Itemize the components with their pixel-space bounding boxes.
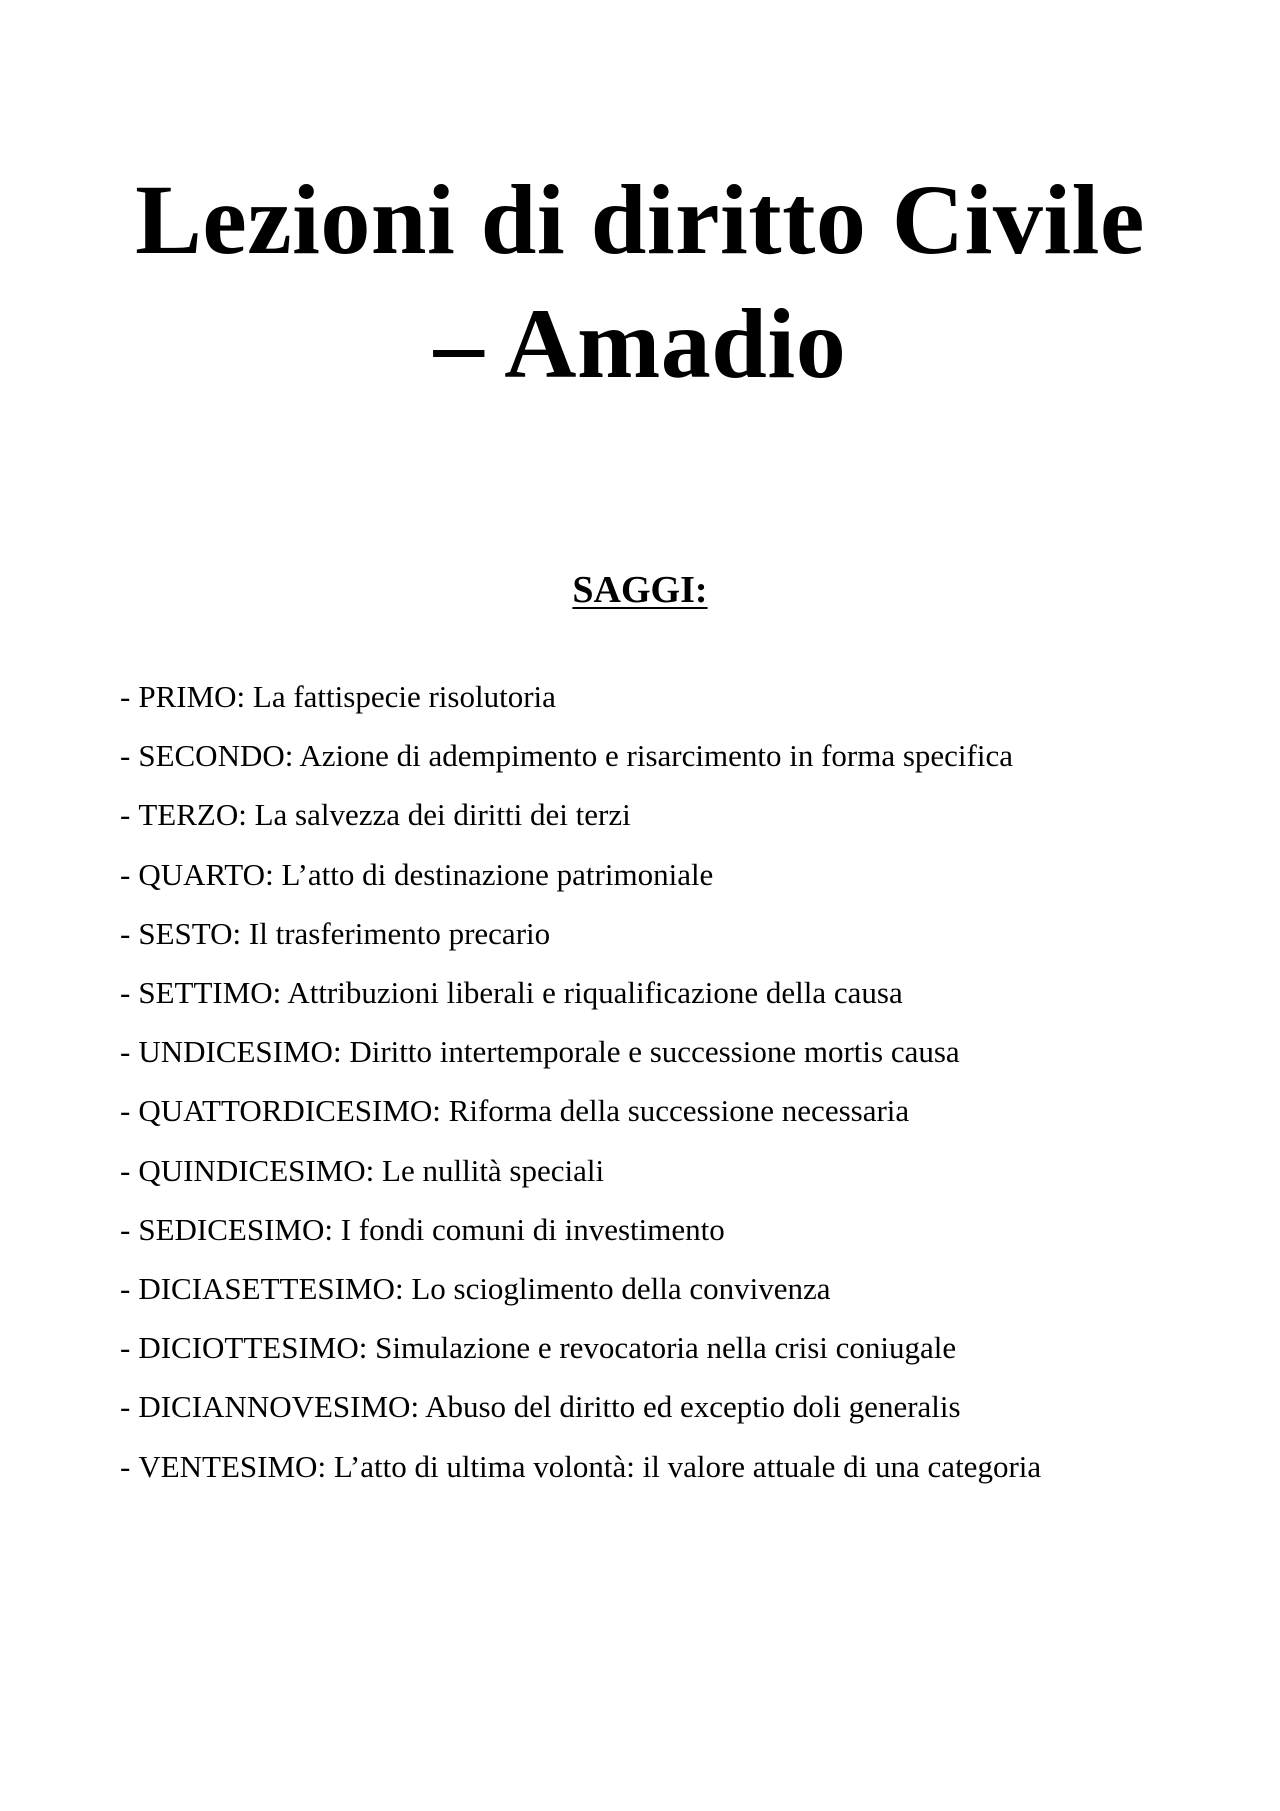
essay-title: Diritto intertemporale e successione mortis causa bbox=[349, 1034, 960, 1070]
list-item: - QUATTORDICESIMO: Riforma della successione necessaria bbox=[120, 1093, 910, 1129]
bullet-dash: - bbox=[120, 915, 131, 951]
essay-title: Lo scioglimento della convivenza bbox=[411, 1271, 831, 1307]
essay-title: Riforma della successione necessaria bbox=[448, 1093, 910, 1129]
essay-label: VENTESIMO bbox=[138, 1448, 318, 1484]
essay-title: I fondi comuni di investimento bbox=[340, 1211, 725, 1247]
bullet-dash: - bbox=[120, 1389, 131, 1425]
essay-label: SETTIMO bbox=[138, 975, 273, 1011]
bullet-dash: - bbox=[120, 975, 131, 1011]
list-item: - PRIMO: La fattispecie risolutoria bbox=[120, 679, 556, 714]
list-item: - QUARTO: L’atto di destinazione patrimoniale bbox=[120, 856, 714, 892]
list-item: - QUINDICESIMO: Le nullità speciali bbox=[120, 1152, 605, 1188]
bullet-dash: - bbox=[120, 856, 131, 892]
list-item: - SETTIMO: Attribuzioni liberali e riqualificazione della causa bbox=[120, 975, 903, 1011]
list-item: - SESTO: Il trasferimento precario bbox=[120, 915, 551, 951]
essay-label: QUINDICESIMO bbox=[138, 1152, 366, 1188]
essay-label: SECONDO bbox=[138, 738, 285, 774]
title-line-1: Lezioni di diritto Civile bbox=[135, 164, 1145, 275]
essay-title: Il trasferimento precario bbox=[248, 915, 551, 951]
bullet-dash: - bbox=[120, 1330, 131, 1366]
bullet-dash: - bbox=[120, 679, 131, 714]
essay-title: Attribuzioni liberali e riqualificazione della causa bbox=[287, 975, 903, 1011]
essay-title: La fattispecie risolutoria bbox=[252, 679, 556, 714]
list-item: - DICIANNOVESIMO: Abuso del diritto ed exceptio doli generalis bbox=[120, 1389, 961, 1425]
essay-title: Azione di adempimento e risarcimento in forma specifica bbox=[299, 738, 1013, 774]
page-title bbox=[0, 158, 1280, 406]
essay-title: Abuso del diritto ed exceptio doli generalis bbox=[425, 1389, 961, 1425]
essay-label: UNDICESIMO bbox=[138, 1034, 333, 1070]
bullet-dash: - bbox=[120, 1271, 131, 1307]
essay-label: SESTO bbox=[138, 915, 233, 951]
essay-label: PRIMO bbox=[138, 679, 237, 714]
bullet-dash: - bbox=[120, 1093, 131, 1129]
essay-label: DICIOTTESIMO bbox=[138, 1330, 359, 1366]
essay-label: DICIANNOVESIMO bbox=[138, 1389, 411, 1425]
list-item: - DICIASETTESIMO: Lo scioglimento della convivenza bbox=[120, 1271, 831, 1307]
bullet-dash: - bbox=[120, 1211, 131, 1247]
essay-title: Simulazione e revocatoria nella crisi coniugale bbox=[375, 1330, 957, 1366]
bullet-dash: - bbox=[120, 738, 131, 774]
section-heading-saggi: SAGGI: bbox=[572, 569, 708, 611]
list-item: - SEDICESIMO: I fondi comuni di investimento bbox=[120, 1211, 725, 1247]
essay-list bbox=[120, 667, 1220, 1496]
essay-title: L’atto di destinazione patrimoniale bbox=[281, 856, 714, 892]
essay-label: SEDICESIMO bbox=[138, 1211, 325, 1247]
list-item: - TERZO: La salvezza dei diritti dei terzi bbox=[120, 797, 631, 833]
bullet-dash: - bbox=[120, 1448, 131, 1484]
list-item: - DICIOTTESIMO: Simulazione e revocatoria nella crisi coniugale bbox=[120, 1330, 957, 1366]
essay-title: L’atto di ultima volontà: il valore attuale di una categoria bbox=[333, 1448, 1042, 1484]
essay-label: QUATTORDICESIMO bbox=[138, 1093, 433, 1129]
bullet-dash: - bbox=[120, 1152, 131, 1188]
essay-title: La salvezza dei diritti dei terzi bbox=[254, 797, 631, 833]
list-item: - VENTESIMO: L’atto di ultima volontà: il valore attuale di una categoria bbox=[120, 1448, 1042, 1484]
essay-label: DICIASETTESIMO bbox=[138, 1271, 395, 1307]
list-item: - SECONDO: Azione di adempimento e risarcimento in forma specifica bbox=[120, 738, 1013, 774]
essay-title: Le nullità speciali bbox=[382, 1152, 605, 1188]
bullet-dash: - bbox=[120, 797, 131, 833]
essay-label: TERZO bbox=[138, 797, 239, 833]
title-line-2: – Amadio bbox=[433, 288, 847, 399]
list-item: - UNDICESIMO: Diritto intertemporale e successione mortis causa bbox=[120, 1034, 960, 1070]
bullet-dash: - bbox=[120, 1034, 131, 1070]
essay-label: QUARTO bbox=[138, 856, 266, 892]
